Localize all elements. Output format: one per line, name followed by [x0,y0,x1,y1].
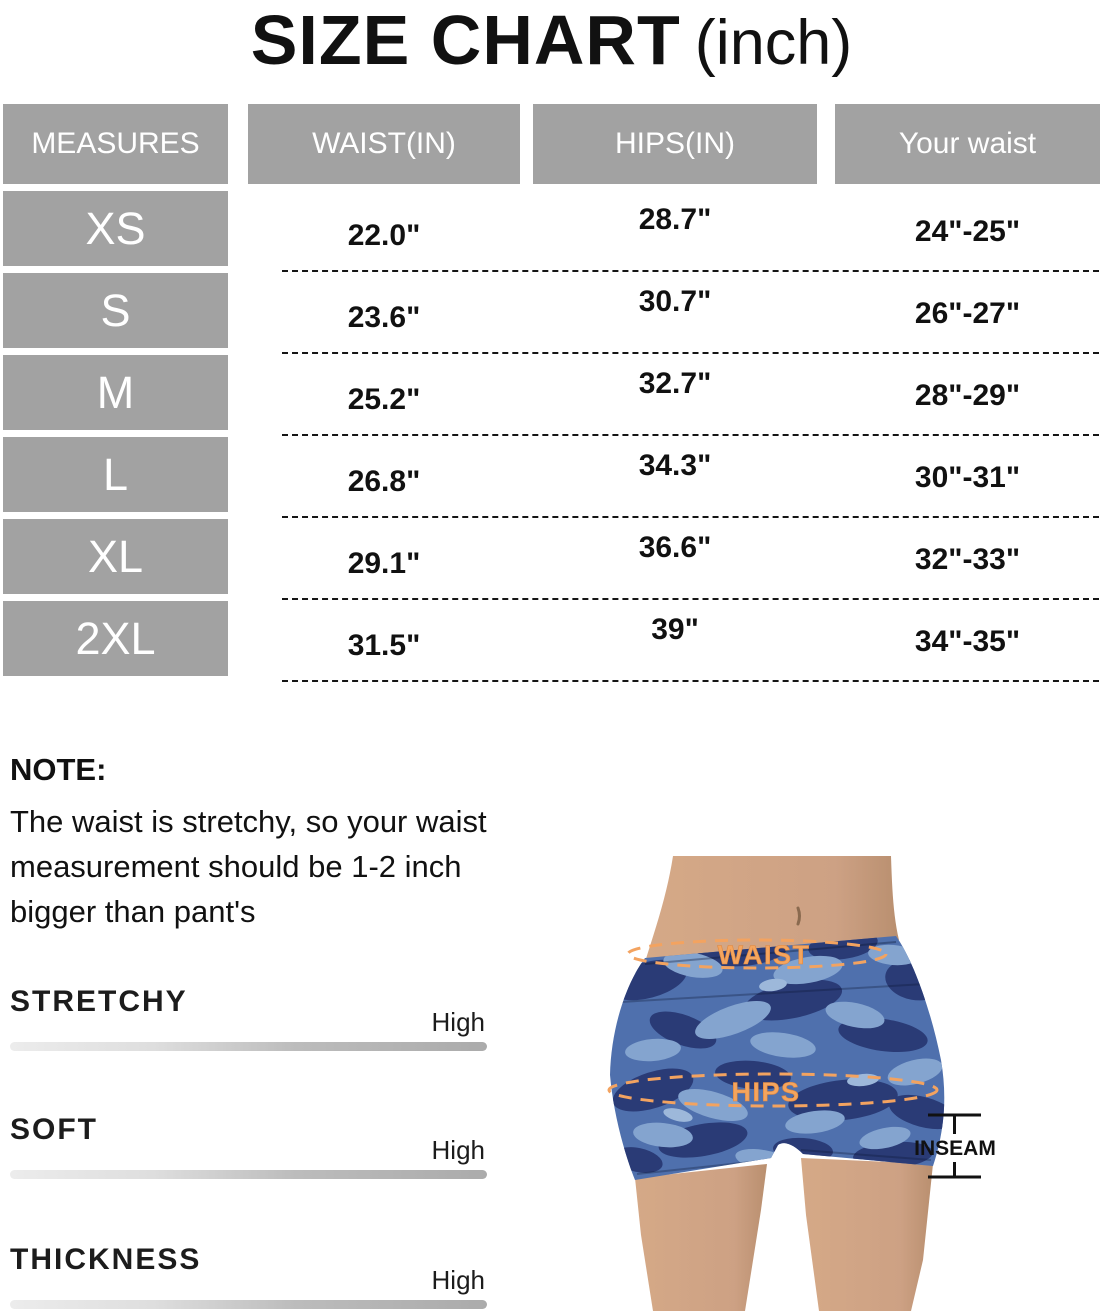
model-legs [635,1158,933,1311]
your-waist-value: 26"-27" [914,296,1021,330]
waist-value: 23.6" [347,300,421,334]
attribute-soft [10,1113,487,1183]
model-photo [593,850,1103,1311]
hips-value: 36.6" [638,530,712,564]
table-row-2xl [0,601,1103,676]
attribute-bar [10,1170,487,1179]
waist-value: 22.0" [347,218,421,252]
attribute-bar [10,1042,487,1051]
attribute-stretchy [10,985,487,1055]
header-cell-measures: MEASURES [3,104,228,184]
size-cell: XL [3,519,228,594]
note-line: bigger than pant's [10,894,256,929]
size-cell: XS [3,191,228,266]
inseam-label: INSEAM [914,1137,996,1160]
waist-value: 31.5" [347,628,421,662]
your-waist-value: 34"-35" [914,624,1021,658]
waist-value: 29.1" [347,546,421,580]
attribute-level: High [431,1007,485,1037]
attribute-level: High [431,1135,485,1165]
attribute-level: High [431,1265,485,1295]
hips-value: 39" [651,612,699,646]
your-waist-value: 28"-29" [914,378,1021,412]
table-row-s [0,273,1103,348]
hips-label: HIPS [731,1077,801,1107]
table-row-l [0,437,1103,512]
title-main: SIZE CHART [250,1,681,79]
table-row-xl [0,519,1103,594]
note-line: measurement should be 1-2 inch [10,849,462,884]
header-cell-your-waist: Your waist [835,104,1100,184]
hips-value: 32.7" [638,366,712,400]
attribute-label: THICKNESS [10,1243,202,1276]
title-suffix: (inch) [694,8,853,78]
attribute-label: STRETCHY [10,985,188,1018]
attribute-bar [10,1300,487,1309]
note-heading: NOTE: [10,752,107,787]
table-row-m [0,355,1103,430]
your-waist-value: 30"-31" [914,460,1021,494]
size-table [0,104,1103,676]
hips-value: 34.3" [638,448,712,482]
navel [798,908,800,924]
header-cell-hips: HIPS(IN) [533,104,817,184]
your-waist-value: 24"-25" [914,214,1021,248]
waist-value: 25.2" [347,382,421,416]
page-title [0,0,1103,80]
attribute-thickness [10,1243,487,1311]
size-cell: 2XL [3,601,228,676]
waist-value: 26.8" [347,464,421,498]
table-header-row [0,104,1103,184]
size-cell: L [3,437,228,512]
note-text [10,799,487,934]
size-cell: S [3,273,228,348]
table-row-xs [0,191,1103,266]
your-waist-value: 32"-33" [914,542,1021,576]
size-cell: M [3,355,228,430]
attribute-label: SOFT [10,1113,98,1146]
header-cell-waist: WAIST(IN) [248,104,520,184]
note-line: The waist is stretchy, so your waist [10,804,487,839]
hips-value: 28.7" [638,202,712,236]
hips-value: 30.7" [638,284,712,318]
waist-label: WAIST [717,940,811,970]
